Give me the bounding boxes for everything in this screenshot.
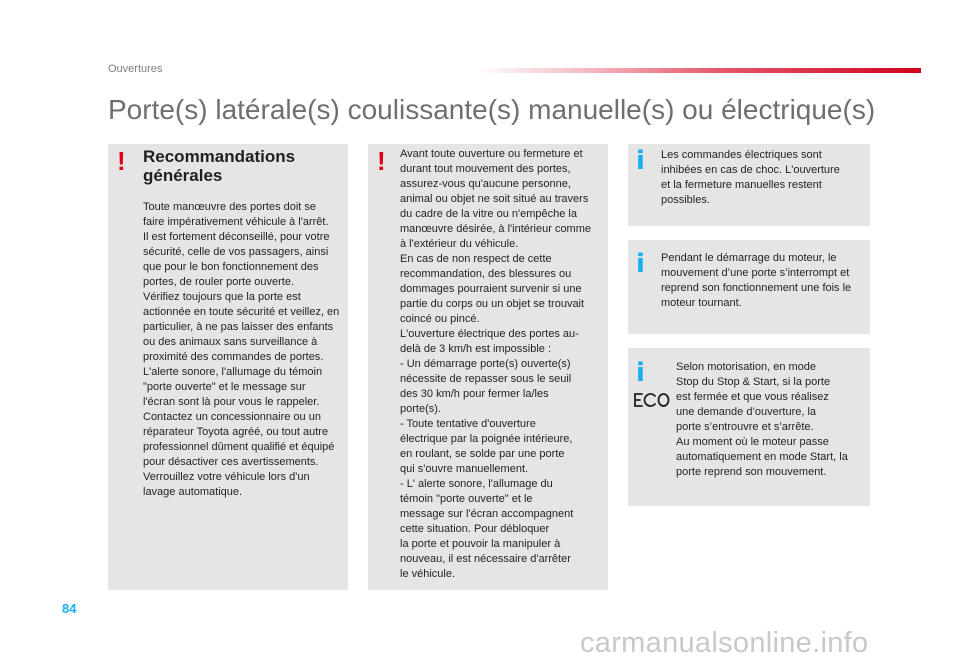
- info-icon: i: [636, 358, 645, 388]
- warning-icon: !: [117, 146, 126, 176]
- movement-warning-text: Avant toute ouverture ou fermeture et durant tout mouvement des portes, assurez-vous qu'aucune personne, animal ou objet ne soit situé au travers du cadre de la vitre ou n'empêche la manœuvre désirée, à l'intérieur comme à l'extérieur du véhicule. En cas de non respect de cette recommandation, des blessures ou dommages pourraient survenir si une partie du corps ou un objet se trouvait coincé ou pincé. L'ouverture électrique des portes au- delà de 3 km/h est impossible : - Un démarrage porte(s) ouverte(s) nécessite de repasser sous le seuil des 30 km/h pour fermer la/les porte(s). - Toute tentative d'ouverture électrique par la poignée intérieure, en roulant, se solde par une porte qui s'ouvre manuellement. - L' alerte sonore, l'allumage du témoin "porte ouverte" et le message sur l'écran accompagnent cette situation. Pour débloquer la porte et pouvoir la manipuler à nouveau, il est nécessaire d'arrêter le véhicule.: [400, 148, 592, 580]
- engine-start-info-text: Pendant le démarrage du moteur, le mouvement d’une porte s’interrompt et reprend son fonctionnement une fois le moteur tournant.: [661, 252, 852, 309]
- warning-icon: !: [377, 146, 386, 176]
- header-accent-rule: [475, 68, 921, 73]
- watermark: carmanualsonline.info: [580, 627, 869, 659]
- stop-start-info-text: Selon motorisation, en mode Stop du Stop & Start, si la porte est fermée et que vous réalisez une demande d’ouverture, la porte s’entrouvre et s’arrête. Au moment où le moteur passe automatiquement en mode Start, la porte reprend son mouvement.: [676, 361, 848, 478]
- section-label: Ouvertures: [108, 63, 163, 75]
- info-icon: i: [636, 249, 645, 279]
- info-icon: i: [636, 146, 645, 176]
- shock-info-text: Les commandes électriques sont inhibées en cas de choc. L'ouverture et la fermeture manuelles restent possibles.: [661, 149, 840, 206]
- recommendations-heading: Recommandations générales: [143, 147, 296, 185]
- eco-icon: [633, 392, 671, 408]
- recommendations-text: Toute manœuvre des portes doit se faire impérativement véhicule à l'arrêt. Il est fortement déconseillé, pour votre sécurité, celle de vos passagers, ainsi que pour le bon fonctionnement des portes, de rouler porte ouverte. Vérifiez toujours que la porte est actionnée en toute sécurité et veillez, en particulier, à ne pas laisser des enfants ou des animaux sans surveillance à proximité des commandes de portes. L'alerte sonore, l'allumage du témoin "porte ouverte" et le message sur l'écran sont là pour vous le rappeler. Contactez un concessionnaire ou un réparateur Toyota agréé, ou tout autre professionnel dûment qualifié et équipé pour désactiver ces avertissements. Verrouillez votre véhicule lors d'un lavage automatique.: [143, 201, 340, 498]
- page-title: Porte(s) latérale(s) coulissante(s) manuelle(s) ou électrique(s): [108, 94, 876, 125]
- page-number: 84: [62, 601, 77, 616]
